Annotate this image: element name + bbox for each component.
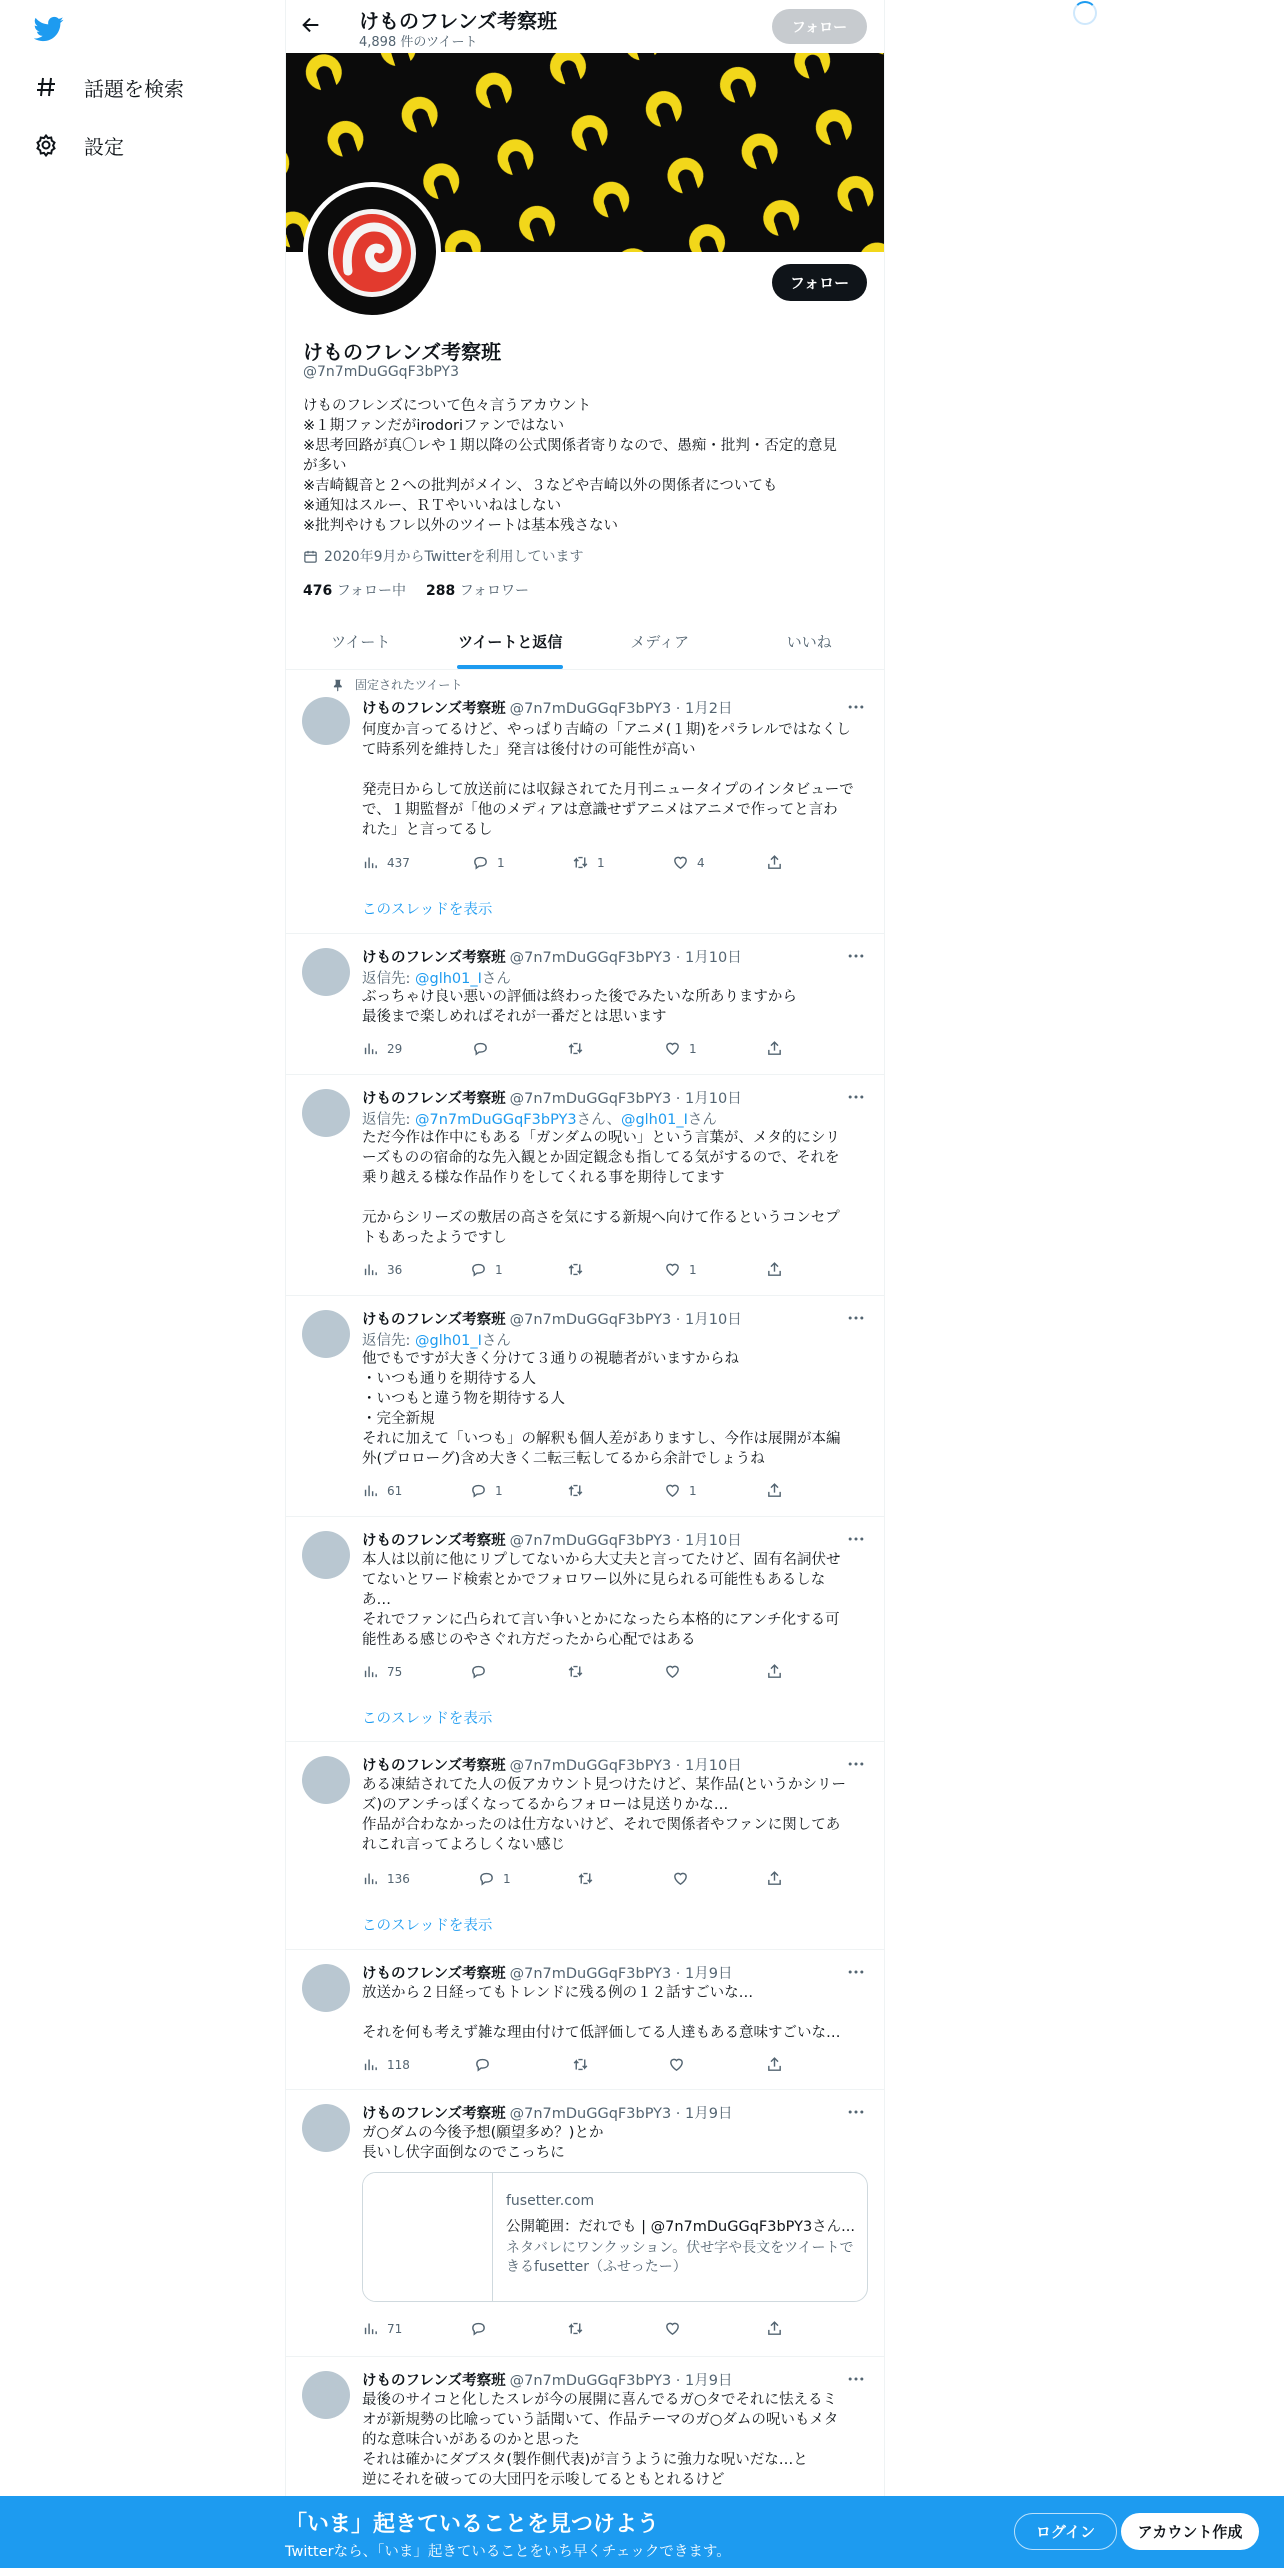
reply-icon [474, 2056, 491, 2073]
tweet-line: それは確かにダブスタ(製作側代表)が言うように強力な呪いだな…と [362, 2452, 808, 2468]
tweet-header [362, 1308, 742, 1329]
tweet-line: オが新規勢の比喩っていう話聞いて、作品テーマのガ○ダムの呪いもメタ [362, 2412, 839, 2428]
joined-text: 2020年9月からTwitterを利用しています [324, 549, 584, 565]
pinned-tweet-label [331, 676, 462, 693]
signup-prompt-bar [0, 2496, 1284, 2568]
like-action[interactable] [664, 2320, 689, 2337]
more-options-icon[interactable] [846, 1529, 866, 1549]
heart-icon [664, 1482, 681, 1499]
reply-suffix: さん [481, 1333, 511, 1349]
tweet-header [362, 946, 742, 967]
reply-context [362, 1108, 717, 1129]
reply-count: 1 [497, 855, 505, 870]
reply-icon [470, 1663, 487, 1680]
tweet-item[interactable] [286, 2090, 884, 2357]
reply-prefix: 返信先: [362, 1333, 415, 1349]
views-count: 71 [387, 2321, 403, 2336]
tweet-meta[interactable]: @7n7mDuGGqF3bPY3 · 1月10日 [509, 1533, 742, 1549]
retweet-icon [567, 1040, 584, 1057]
tweet-header [362, 1754, 742, 1775]
tweet-item[interactable] [286, 1742, 884, 1950]
like-count: 1 [689, 1041, 697, 1056]
following-count: 476 [303, 583, 333, 599]
tweet-line [362, 1188, 867, 1208]
tweet-actions [362, 1261, 782, 1281]
views-icon [362, 2320, 379, 2337]
reply-suffix: さん [481, 971, 511, 987]
profile-column [285, 0, 885, 2568]
tweet-meta[interactable]: @7n7mDuGGqF3bPY3 · 1月9日 [509, 2373, 733, 2389]
twitter-logo-icon[interactable] [34, 14, 64, 44]
profile-header-bar [286, 0, 884, 53]
more-options-icon[interactable] [846, 1754, 866, 1774]
retweet-action[interactable] [572, 854, 605, 871]
tweet-line: 放送から２日経ってもトレンドに残る例の１２話すごいな… [362, 1985, 754, 2001]
tweet-line: 最後のサイコと化したスレが今の展開に喜んでるガ○タでそれに怯えるミ [362, 2392, 838, 2408]
heart-icon [664, 1261, 681, 1278]
link-card-title: 公開範囲：だれでも | @7n7mDuGGqF3bPY3さん... [506, 2219, 856, 2235]
nav-explore-label: 話題を検索 [84, 76, 184, 101]
share-action[interactable] [766, 2320, 783, 2337]
reply-icon [478, 1870, 495, 1887]
tweet-line: それを何も考えず雑な理由付けて低評価してる人達もある意味すごいな… [362, 2025, 841, 2041]
retweet-action[interactable] [567, 1482, 592, 1499]
reply-action[interactable] [470, 1482, 503, 1499]
header-profile-name: けものフレンズ考察班 [359, 9, 558, 33]
share-icon [766, 1040, 783, 1057]
views-action[interactable] [362, 854, 410, 871]
like-action[interactable] [672, 854, 705, 871]
link-card-description: ネタバレにワンクッション。伏せ字や長文をツイートできるfusetter（ふせったー） [506, 2240, 854, 2275]
retweet-icon [567, 2320, 584, 2337]
nav-explore[interactable] [34, 69, 184, 105]
retweet-icon [567, 1663, 584, 1680]
tweet-meta[interactable]: @7n7mDuGGqF3bPY3 · 1月9日 [509, 2106, 733, 2122]
tweet-line: 逆にそれを破っての大団円を示唆してるともとれるけど [362, 2472, 725, 2488]
tweet-line: ガ○ダムの今後予想(願望多め？)とか [362, 2125, 604, 2141]
reply-mention-link[interactable]: @7n7mDuGGqF3bPY3 [415, 1112, 577, 1128]
avatar-swirl-image [308, 187, 436, 315]
tweet-line: 元からシリーズの敷居の高さを気にする新規へ向けて作るというコンセプ [362, 1210, 840, 1226]
share-action[interactable] [766, 854, 783, 871]
share-icon [766, 1663, 783, 1680]
tweet-avatar[interactable] [302, 1089, 350, 1137]
tweet-meta[interactable]: @7n7mDuGGqF3bPY3 · 1月10日 [509, 1091, 742, 1107]
tweet-line: ・いつもと違う物を期待する人 [362, 1391, 565, 1407]
reply-prefix: 返信先: [362, 1112, 415, 1128]
nav-settings[interactable] [34, 127, 124, 163]
tweet-avatar[interactable] [302, 2104, 350, 2152]
tweet-meta[interactable]: @7n7mDuGGqF3bPY3 · 1月9日 [509, 1966, 733, 1982]
tweet-line: ・いつも通りを期待する人 [362, 1371, 536, 1387]
tweet-line: 本人は以前に他にリプしてないから大丈夫と言ってたけど、固有名詞伏せ [362, 1552, 841, 1568]
reply-action[interactable] [472, 1040, 497, 1057]
tweet-line: れた」と言ってるし [362, 822, 493, 838]
like-action[interactable] [664, 1261, 697, 1278]
tweet-item[interactable] [286, 670, 884, 934]
reply-action[interactable] [470, 2320, 495, 2337]
tweet-meta[interactable]: @7n7mDuGGqF3bPY3 · 1月10日 [509, 950, 742, 966]
share-icon [766, 1870, 783, 1887]
tweet-text [362, 1983, 867, 2043]
tweet-line [362, 2003, 867, 2023]
tweet-actions [362, 2056, 782, 2076]
like-count: 4 [697, 855, 705, 870]
views-icon [362, 2056, 379, 2073]
reply-icon [472, 1040, 489, 1057]
share-icon [766, 2320, 783, 2337]
views-count: 437 [387, 855, 410, 870]
heart-icon [664, 1040, 681, 1057]
link-card[interactable] [362, 2172, 868, 2302]
profile-stats [303, 580, 529, 600]
tweet-avatar[interactable] [302, 1310, 350, 1358]
reply-action[interactable] [474, 2056, 499, 2073]
tweet-actions [362, 1870, 782, 1890]
tweet-line: ーズものの宿命的な先入観とか固定観念も指してる気がするので、それを [362, 1150, 840, 1166]
tweet-actions [362, 1663, 782, 1683]
reply-action[interactable] [478, 1870, 511, 1887]
follow-button[interactable]: フォロー [772, 264, 867, 301]
link-card-domain: fusetter.com [506, 2193, 595, 2209]
tweet-avatar[interactable] [302, 2371, 350, 2419]
tweet-author-name[interactable]: けものフレンズ考察班 [362, 2373, 506, 2389]
views-icon [362, 1870, 379, 1887]
heart-icon [672, 854, 689, 871]
views-icon [362, 1040, 379, 1057]
share-action[interactable] [766, 1040, 783, 1057]
tweet-line: トもあったようですし [362, 1230, 507, 1246]
reply-mention-link[interactable]: @glh01_I [415, 1333, 482, 1349]
hashtag-icon [34, 75, 58, 99]
tweet-header [362, 697, 732, 718]
more-options-icon[interactable] [846, 1087, 866, 1107]
more-options-icon[interactable] [846, 1962, 866, 1982]
share-action[interactable] [766, 1261, 783, 1278]
reply-count: 1 [503, 1871, 511, 1886]
more-options-icon[interactable] [846, 697, 866, 717]
bio-line: が多い [303, 458, 347, 474]
tweet-line: 的な意味合いがあるのかと思った [362, 2432, 580, 2448]
tweet-actions [362, 2320, 782, 2340]
tweet-line: 作品が合わなかったのは仕方ないけど、それで関係者やファンに関してあ [362, 1817, 841, 1833]
tweet-text [362, 2123, 867, 2163]
header-tweet-count: 4,898 件のツイート [359, 35, 478, 50]
profile-name: けものフレンズ考察班 [303, 340, 502, 364]
retweet-action[interactable] [572, 2056, 597, 2073]
following-label: フォロー中 [336, 583, 406, 599]
followers-stat[interactable] [426, 580, 529, 600]
profile-bio [303, 396, 868, 536]
heart-icon [668, 2056, 685, 2073]
tweet-header [362, 2369, 732, 2390]
tweet-author-name[interactable]: けものフレンズ考察班 [362, 1312, 506, 1328]
like-count: 1 [689, 1262, 697, 1277]
retweet-action[interactable] [567, 1040, 592, 1057]
retweet-count: 1 [597, 855, 605, 870]
tweet-line: 能性ある感じのやさぐれ方だったから心配ではある [362, 1632, 696, 1648]
signup-prompt-title: 「いま」起きていることを見つけよう [285, 2512, 660, 2537]
tweet-item[interactable] [286, 934, 884, 1075]
profile-handle: @7n7mDuGGqF3bPY3 [303, 364, 460, 380]
reply-context [362, 1329, 511, 1350]
tweet-line: 何度か言ってるけど、やっぱり吉崎の「アニメ(１期)をパラレルではなくし [362, 722, 851, 738]
views-icon [362, 1482, 379, 1499]
reply-count: 1 [495, 1483, 503, 1498]
reply-action[interactable] [470, 1663, 495, 1680]
more-options-icon[interactable] [846, 2369, 866, 2389]
tab-likes[interactable]: いいね [786, 633, 832, 651]
like-action[interactable] [672, 1870, 697, 1887]
share-action[interactable] [766, 1482, 783, 1499]
tweet-line: 発売日からして放送前には収録されてた月刊ニュータイプのインタビューで [362, 782, 854, 798]
profile-avatar[interactable] [303, 182, 441, 320]
bio-line: ※通知はスルー、ＲＴやいいねはしない [303, 498, 562, 514]
heart-icon [672, 1870, 689, 1887]
profile-joined-date [303, 546, 583, 566]
tweet-meta[interactable]: @7n7mDuGGqF3bPY3 · 1月10日 [509, 1758, 742, 1774]
tweet-text [362, 1550, 867, 1650]
share-icon [766, 2056, 783, 2073]
loading-spinner-icon [1073, 1, 1097, 25]
retweet-action[interactable] [567, 1261, 592, 1278]
views-count: 29 [387, 1041, 403, 1056]
retweet-action[interactable] [567, 1663, 592, 1680]
tweet-line: ズ)のアンチっぽくなってるからフォローは見送りかな… [362, 1797, 729, 1813]
bio-line: ※吉崎観音と２への批判がメイン、３などや吉崎以外の関係者についても [303, 478, 778, 494]
pin-icon [331, 678, 345, 692]
tweet-line: 外(プロローグ)含め大きく二転三転してるから余計でしょうね [362, 1451, 765, 1467]
tweet-line: ぶっちゃけ良い悪いの評価は終わった後でみたいな所ありますから [362, 989, 797, 1005]
tweet-avatar[interactable] [302, 1756, 350, 1804]
reply-suffix: さん [687, 1112, 717, 1128]
views-count: 36 [387, 1262, 403, 1277]
tweet-avatar[interactable] [302, 1531, 350, 1579]
tweet-author-name[interactable]: けものフレンズ考察班 [362, 1091, 506, 1107]
login-button[interactable]: ログイン [1014, 2513, 1117, 2550]
more-options-icon[interactable] [846, 1308, 866, 1328]
show-thread-link[interactable]: このスレッドを表示 [362, 902, 493, 918]
tweet-avatar[interactable] [302, 697, 350, 745]
views-action[interactable] [362, 1663, 402, 1680]
tweet-author-name[interactable]: けものフレンズ考察班 [362, 1966, 506, 1982]
reply-context [362, 967, 511, 988]
tweet-line: ・完全新規 [362, 1411, 435, 1427]
followers-label: フォロワー [459, 583, 529, 599]
tweet-author-name[interactable]: けものフレンズ考察班 [362, 1533, 506, 1549]
tweet-item[interactable] [286, 1517, 884, 1742]
tab-media[interactable]: メディア [630, 633, 690, 651]
tweet-line: 長いし伏字面倒なのでこっちに [362, 2145, 565, 2161]
tweet-text [362, 720, 867, 840]
share-action[interactable] [766, 1663, 783, 1680]
following-stat[interactable] [303, 580, 406, 600]
views-count: 61 [387, 1483, 403, 1498]
reply-icon [470, 1482, 487, 1499]
gear-icon [34, 133, 58, 157]
reply-count: 1 [495, 1262, 503, 1277]
reply-mention-link[interactable]: @glh01_I [415, 971, 482, 987]
tweet-line: ただ今作は作中にもある「ガンダムの呪い」という言葉が、メタ的にシリ [362, 1130, 840, 1146]
reply-icon [472, 854, 489, 871]
views-count: 75 [387, 1664, 403, 1679]
tweet-line: 他でもですが大きく分けて３通りの視聴者がいますからね [362, 1351, 739, 1367]
more-options-icon[interactable] [846, 946, 866, 966]
views-icon [362, 1663, 379, 1680]
followers-count: 288 [426, 583, 456, 599]
tab-tweets[interactable]: ツイート [331, 633, 391, 651]
header-follow-button[interactable]: フォロー [772, 9, 867, 44]
pinned-text: 固定されたツイート [355, 678, 463, 692]
tweet-line: で、１期監督が「他のメディアは意識せずアニメはアニメで作ってと言わ [362, 802, 838, 818]
tweet-author-name[interactable]: けものフレンズ考察班 [362, 950, 506, 966]
tweet-meta[interactable]: @7n7mDuGGqF3bPY3 · 1月10日 [509, 1312, 742, 1328]
tweet-avatar[interactable] [302, 1964, 350, 2012]
tweet-meta[interactable]: @7n7mDuGGqF3bPY3 · 1月2日 [509, 701, 733, 717]
like-action[interactable] [664, 1040, 697, 1057]
reply-mid: さん、 [576, 1112, 621, 1128]
show-thread-link[interactable]: このスレッドを表示 [362, 1918, 493, 1934]
share-action[interactable] [766, 1870, 783, 1887]
tab-tweets-and-replies[interactable]: ツイートと返信 [436, 614, 586, 669]
views-action[interactable] [362, 1261, 402, 1278]
bio-line: ※思考回路が真〇レや１期以降の公式関係者寄りなので、愚痴・批判・否定的意見 [303, 438, 837, 454]
tweet-line [362, 760, 867, 780]
views-action[interactable] [362, 2056, 410, 2073]
show-thread-link[interactable]: このスレッドを表示 [362, 1711, 493, 1727]
tweet-item[interactable] [286, 1075, 884, 1296]
views-icon [362, 1261, 379, 1278]
tweet-line: てないとワード検索とかでフォロワー以外に見られる可能性もあるしな [362, 1572, 826, 1588]
heart-icon [664, 2320, 681, 2337]
back-arrow-icon[interactable] [300, 14, 322, 36]
tweet-author-name[interactable]: けものフレンズ考察班 [362, 701, 506, 717]
like-action[interactable] [664, 1482, 697, 1499]
retweet-icon [567, 1482, 584, 1499]
like-action[interactable] [664, 1663, 689, 1680]
link-card-thumbnail [363, 2173, 493, 2301]
profile-tabs [286, 614, 884, 670]
views-count: 118 [387, 2057, 410, 2072]
views-action[interactable] [362, 2320, 402, 2337]
tweet-author-name[interactable]: けものフレンズ考察班 [362, 2106, 506, 2122]
share-icon [766, 1482, 783, 1499]
heart-icon [664, 1663, 681, 1680]
signup-button[interactable]: アカウント作成 [1121, 2513, 1259, 2550]
tweet-actions [362, 1482, 782, 1502]
tweet-avatar[interactable] [302, 948, 350, 996]
retweet-icon [567, 1261, 584, 1278]
retweet-icon [572, 2056, 589, 2073]
views-action[interactable] [362, 1482, 402, 1499]
tweet-header [362, 1962, 732, 1983]
retweet-action[interactable] [577, 1870, 602, 1887]
retweet-action[interactable] [567, 2320, 592, 2337]
calendar-icon [303, 549, 318, 564]
views-icon [362, 854, 379, 871]
tweet-line: それに加えて「いつも」の解釈も個人差がありますし、今作は展開が本編 [362, 1431, 841, 1447]
tweet-header [362, 1529, 742, 1550]
tweet-line: れこれ言ってよろしくない感じ [362, 1837, 565, 1853]
tweet-line: て時系列を維持した」発言は後付けの可能性が高い [362, 742, 696, 758]
reply-icon [470, 1261, 487, 1278]
views-action[interactable] [362, 1040, 402, 1057]
tweet-text [362, 1775, 867, 1855]
nav-settings-label: 設定 [84, 134, 124, 159]
tweet-actions [362, 854, 782, 874]
more-options-icon[interactable] [846, 2102, 866, 2122]
bio-line: ※批判やけもフレ以外のツイートは基本残さない [303, 518, 619, 534]
tweet-text [362, 1128, 867, 1248]
bio-line: ※１期ファンだがirodoriファンではない [303, 418, 565, 434]
like-count: 1 [689, 1483, 697, 1498]
share-icon [766, 854, 783, 871]
tweet-text [362, 2390, 867, 2490]
tweet-line: ある凍結されてた人の仮アカウント見つけたけど、某作品(というかシリー [362, 1777, 847, 1793]
tweet-item[interactable] [286, 1950, 884, 2090]
reply-mention-link[interactable]: @glh01_I [620, 1112, 688, 1128]
share-action[interactable] [766, 2056, 783, 2073]
signup-prompt-subtitle: Twitterなら、「いま」起きていることをいち早くチェックできます。 [285, 2544, 731, 2560]
tweet-line: それでファンに凸られて言い争いとかになったら本格的にアンチ化する可 [362, 1612, 840, 1628]
retweet-icon [572, 854, 589, 871]
tweet-header [362, 1087, 742, 1108]
tweet-author-name[interactable]: けものフレンズ考察班 [362, 1758, 506, 1774]
reply-action[interactable] [472, 854, 505, 871]
views-count: 136 [387, 1871, 410, 1886]
retweet-icon [577, 1870, 594, 1887]
tweet-text [362, 987, 867, 1027]
tweet-header [362, 2102, 732, 2123]
reply-action[interactable] [470, 1261, 503, 1278]
tweet-line: 乗り越える様な作品作りをしてくれる事を期待してます [362, 1170, 725, 1186]
bio-line: けものフレンズについて色々言うアカウント [303, 398, 592, 414]
tweet-text [362, 1349, 867, 1469]
tweet-line: 最後まで楽しめればそれが一番だとは思います [362, 1009, 667, 1025]
share-icon [766, 1261, 783, 1278]
reply-icon [470, 2320, 487, 2337]
tweet-item[interactable] [286, 1296, 884, 1517]
views-action[interactable] [362, 1870, 410, 1887]
reply-prefix: 返信先: [362, 971, 415, 987]
tweet-actions [362, 1040, 782, 1060]
like-action[interactable] [668, 2056, 693, 2073]
tweet-line: あ… [362, 1592, 391, 1608]
